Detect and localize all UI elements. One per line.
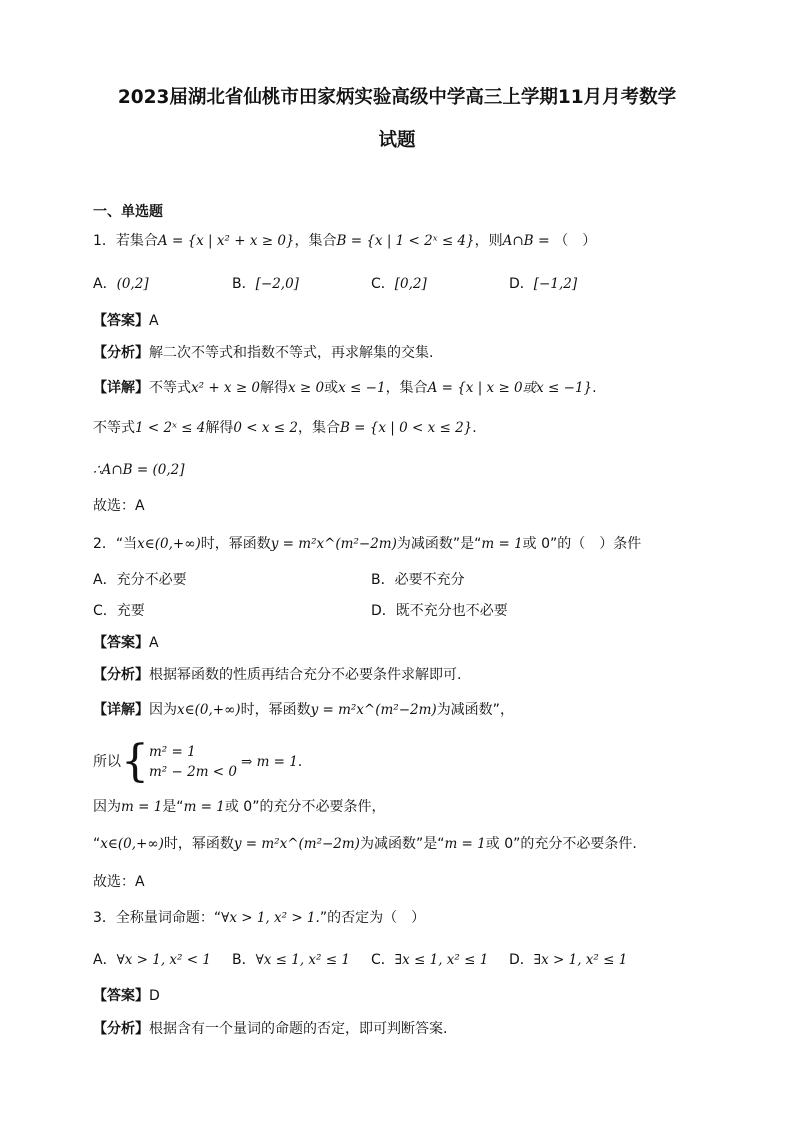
q3-option-c: C．∃x ≤ 1, x² ≤ 1 (371, 952, 489, 968)
q2-option-b: B．必要不充分 (371, 572, 465, 588)
q2-option-d: D．既不充分也不必要 (371, 603, 508, 619)
q1-option-c: C．[0,2] (371, 276, 427, 292)
doc-title-line2: 试题 (378, 130, 416, 151)
q2-system-result: ⇒ m = 1. (240, 754, 303, 770)
q1-detail-line2: 不等式1 < 2ˣ ≤ 4解得0 < x ≤ 2，集合B = {x | 0 < x ≤ 2}. (93, 420, 477, 436)
doc-title-line1: 2023届湖北省仙桃市田家炳实验高级中学高三上学期11月月考数学 (117, 87, 677, 108)
q1-option-b: B．[−2,0] (232, 276, 299, 292)
q2-detail-line1: 【详解】因为x∈(0,+∞)时，幂函数y = m²x^(m²−2m)为减函数”， (93, 702, 514, 718)
q1-set-a: A = {x | x² + x ≥ 0} (157, 233, 295, 249)
q2-stem: 2．“当x∈(0,+∞)时，幂函数y = m²x^(m²−2m)为减函数”是“m = 1或 0”的（ ）条件 (93, 536, 642, 552)
q1-choose: 故选：A (93, 498, 145, 514)
q3-stem: 3．全称量词命题：“∀x > 1, x² > 1.”的否定为（ ） (93, 910, 426, 926)
q3-analysis: 【分析】根据含有一个量词的命题的否定，即可判断答案. (93, 1021, 448, 1037)
q2-analysis: 【分析】根据幂函数的性质再结合充分不必要条件求解即可. (93, 667, 462, 683)
q2-answer: 【答案】A (93, 635, 159, 651)
q1-set-b: B = {x | 1 < 2ˣ ≤ 4} (336, 233, 475, 249)
q2-system-rows (149, 742, 237, 782)
q2-choose: 故选：A (93, 874, 145, 890)
q1-stem-tail: = （ ） (533, 233, 597, 249)
q1-detail-line1: 【详解】不等式x² + x ≥ 0解得x ≥ 0或x ≤ −1，集合A = {x | x ≥ 0或x ≤ −1}. (93, 380, 597, 396)
q1-expr: A∩B (502, 233, 534, 249)
q2-system (93, 736, 303, 787)
q1-stem-mid: ，集合 (294, 233, 337, 249)
q2-system-row2: m² − 2m < 0 (149, 764, 237, 780)
q1-option-d: D．[−1,2] (509, 276, 578, 292)
q3-answer: 【答案】D (93, 988, 160, 1004)
q2-detail-line3: 因为m = 1是“m = 1或 0”的充分不必要条件， (93, 799, 386, 815)
q2-system-pre: 所以 (93, 754, 121, 770)
left-brace-icon: { (121, 736, 149, 787)
q1-stem-tail-pre: ，则 (474, 233, 503, 249)
q1-stem-pre: 1．若集合 (93, 233, 158, 249)
q1-analysis: 【分析】解二次不等式和指数不等式，再求解集的交集. (93, 345, 434, 361)
q1-answer: 【答案】A (93, 313, 159, 329)
q1-detail-line3: ∴A∩B = (0,2] (93, 462, 185, 478)
q1-option-a: A．(0,2] (93, 276, 149, 292)
q2-detail-line4: “x∈(0,+∞)时，幂函数y = m²x^(m²−2m)为减函数”是“m = 1或 0”的充分不必要条件. (93, 836, 637, 852)
q3-option-d: D．∃x > 1, x² ≤ 1 (509, 952, 628, 968)
q3-option-a: A．∀x > 1, x² < 1 (93, 952, 211, 968)
q2-option-c: C．充要 (93, 603, 145, 619)
q3-option-b: B．∀x ≤ 1, x² ≤ 1 (232, 952, 350, 968)
section-heading: 一、单选题 (93, 204, 163, 220)
q2-system-row1: m² = 1 (149, 744, 196, 760)
q1-stem (93, 231, 596, 251)
q2-option-a: A．充分不必要 (93, 572, 187, 588)
